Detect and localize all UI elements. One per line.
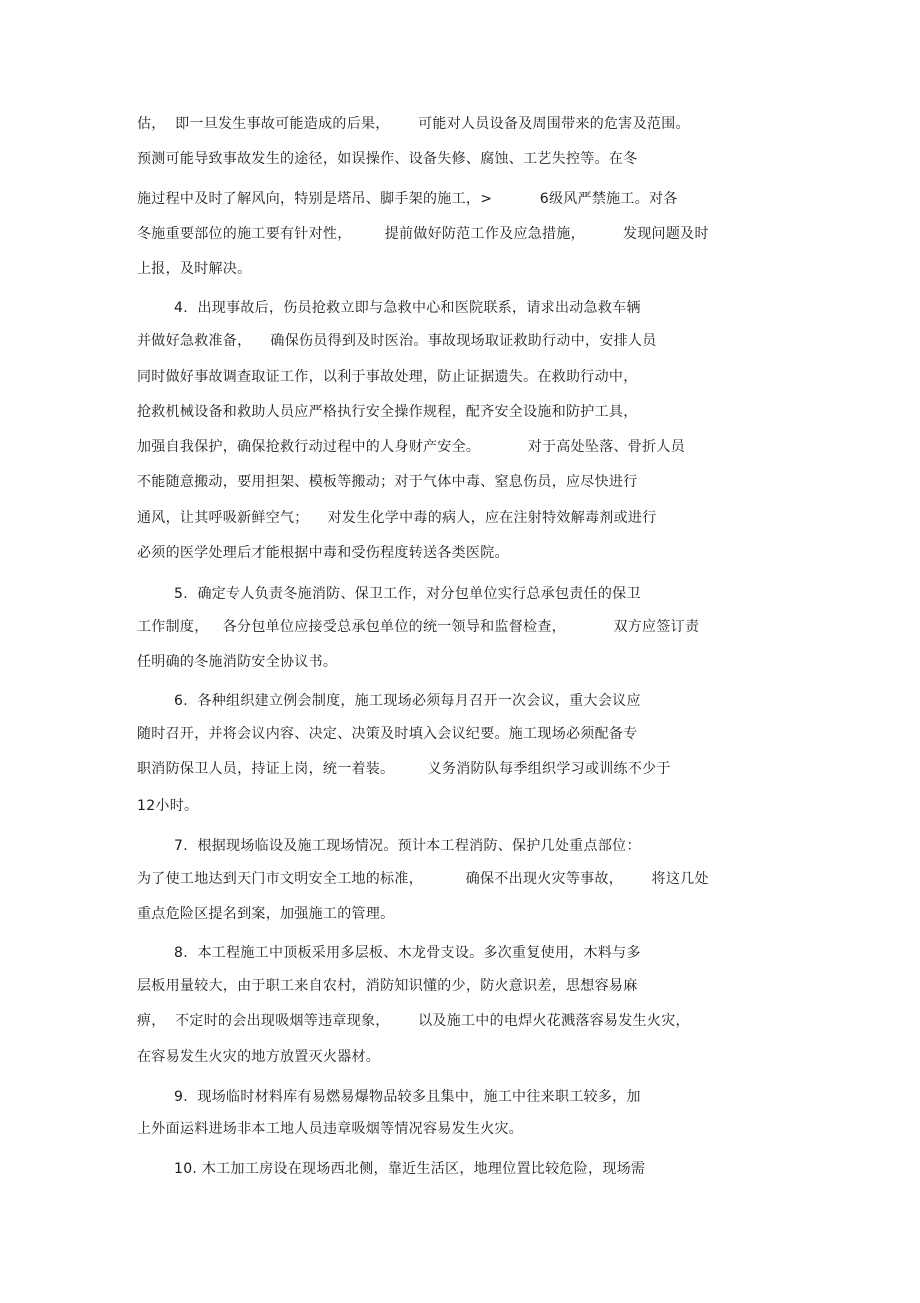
- text-line: 为了使工地达到天门市文明安全工地的标准， 确保不出现火灾等事故， 将这几处: [137, 871, 709, 887]
- text-line: 并做好急救准备， 确保伤员得到及时医治。事故现场取证救助行动中，安排人员: [137, 333, 657, 349]
- text-line: 同时做好事故调查取证工作，以利于事故处理，防止证据遗失。在救助行动中，: [137, 369, 638, 385]
- text-line: 层板用量较大，由于职工来自农村，消防知识懂的少，防火意识差，思想容易麻: [137, 978, 638, 994]
- text-line: 上报，及时解决。: [137, 261, 252, 277]
- text-line: 任明确的冬施消防安全协议书。: [137, 654, 338, 670]
- text-line: 上外面运料进场非本工地人员违章吸烟等情况容易发生火灾。: [137, 1121, 524, 1137]
- paragraph-9-start: 9. 现场临时材料库有易燃易爆物品较多且集中，施工中往来职工较多，加: [174, 1089, 641, 1105]
- paragraph-6-start: 6. 各种组织建立例会制度，施工现场必须每月召开一次会议，重大会议应: [174, 693, 641, 709]
- text-line: 12小时。: [137, 798, 199, 814]
- text-line: 随时召开，并将会议内容、决定、决策及时填入会议纪要。施工现场必须配备专: [137, 726, 638, 742]
- text-line: 冬施重要部位的施工要有针对性， 提前做好防范工作及应急措施， 发现问题及时: [137, 226, 709, 242]
- paragraph-8-start: 8. 本工程施工中顶板采用多层板、木龙骨支设。多次重复使用，木料与多: [174, 945, 641, 961]
- text-line: 抢救机械设备和救助人员应严格执行安全操作规程，配齐安全设施和防护工具，: [137, 404, 638, 420]
- text-line: 工作制度， 各分包单位应接受总承包单位的统一领导和监督检查， 双方应签订责: [137, 619, 700, 635]
- text-line: 痹， 不定时的会出现吸烟等违章现象， 以及施工中的电焊火花溅落容易发生火灾，: [137, 1013, 690, 1029]
- text-line: 重点危险区提名到案，加强施工的管理。: [137, 906, 395, 922]
- text-line: 职消防保卫人员，持证上岗，统一着装。 义务消防队每季组织学习或训练不少于: [137, 761, 671, 777]
- paragraph-4-start: 4. 出现事故后，伤员抢救立即与急救中心和医院联系，请求出动急救车辆: [174, 300, 641, 316]
- paragraph-7-start: 7. 根据现场临设及施工现场情况。预计本工程消防、保护几处重点部位：: [174, 838, 641, 854]
- text-line: 通风，让其呼吸新鲜空气； 对发生化学中毒的病人，应在注射特效解毒剂或进行: [137, 510, 657, 526]
- text-line: 加强自我保护，确保抢救行动过程中的人身财产安全。 对于高处坠落、骨折人员: [137, 439, 685, 455]
- text-line: 必须的医学处理后才能根据中毒和受伤程度转送各类医院。: [137, 545, 509, 561]
- paragraph-5-start: 5. 确定专人负责冬施消防、保卫工作，对分包单位实行总承包责任的保卫: [174, 586, 641, 602]
- text-line: 施过程中及时了解风向，特别是塔吊、脚手架的施工，> 6级风严禁施工。对各: [137, 191, 678, 207]
- text-line: 不能随意搬动，要用担架、模板等搬动；对于气体中毒、窒息伤员，应尽快进行: [137, 474, 638, 490]
- text-line: 在容易发生火灾的地方放置灭火器材。: [137, 1049, 381, 1065]
- text-line: 估， 即一旦发生事故可能造成的后果， 可能对人员设备及周围带来的危害及范围。: [137, 116, 690, 132]
- paragraph-10-start: 10. 木工加工房设在现场西北侧，靠近生活区，地理位置比较危险，现场需: [174, 1161, 646, 1177]
- text-line: 预测可能导致事故发生的途径，如误操作、设备失修、腐蚀、工艺失控等。在冬: [137, 151, 638, 167]
